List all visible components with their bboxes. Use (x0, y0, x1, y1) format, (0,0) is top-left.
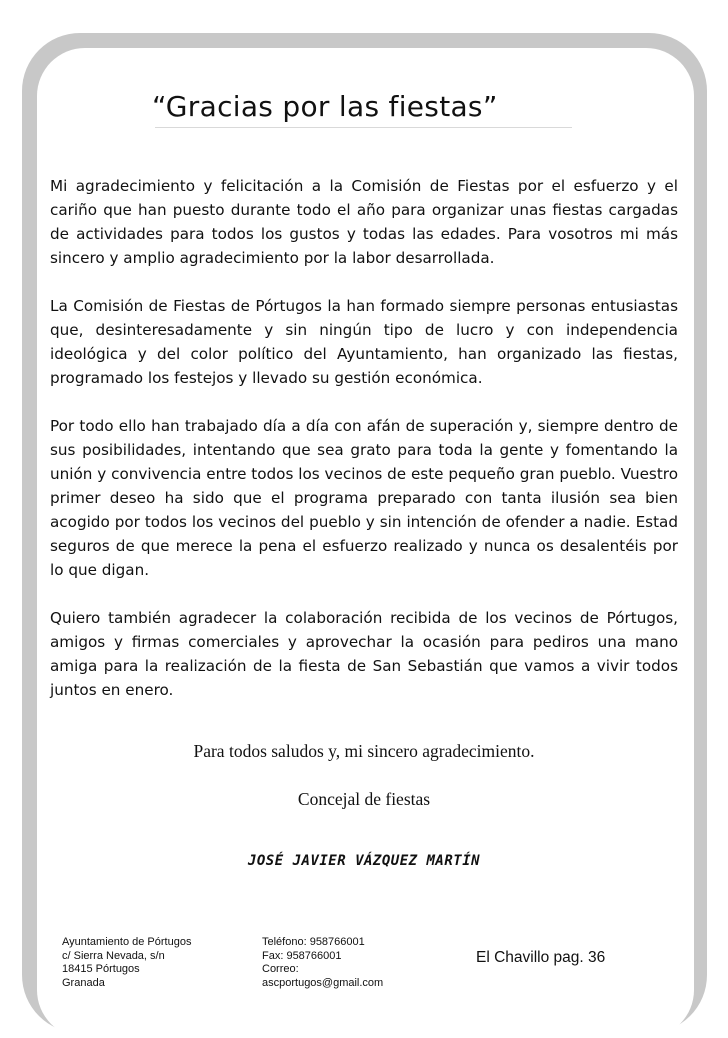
paragraph-1: Mi agradecimiento y felicitación a la Comisión de Fiestas por el esfuerzo y el cariño que han puesto durante todo el año para organizar unas fiestas cargadas de actividades para todos los gustos y todas las edades. Para vosotros mi más sincero y amplio agradecimiento por la labor desarrollada. (50, 177, 678, 267)
paragraph-3: Por todo ello han trabajado día a día con afán de superación y, siempre dentro de sus posibilidades, intentando que sea grato para toda la gente y fomentando la unión y convivencia entre todos los vecinos de este pequeño gran pueblo. Vuestro primer deseo ha sido que el programa preparado con tanta ilusión sea bien acogido por todos los vecinos del pueblo y sin intención de ofender a nadie. Estad seguros de que merece la pena el esfuerzo realizado y nunca os desalentéis por lo que digan. (50, 417, 678, 579)
closing-greeting: Para todos saludos y, mi sincero agradecimiento. (193, 741, 535, 761)
signer-name: JOSÉ JAVIER VÁZQUEZ MARTÍN (247, 853, 481, 869)
footer-contact (262, 936, 402, 990)
footer-address (62, 936, 237, 990)
contact-phone: Teléfono: 958766001 (262, 936, 365, 948)
article-title: “Gracias por las fiestas” (152, 90, 498, 123)
page-number-label: El Chavillo pag. 36 (476, 949, 606, 966)
contact-email[interactable]: ascportugos@gmail.com (262, 976, 384, 989)
address-line: c/ Sierra Nevada, s/n (62, 949, 165, 962)
address-line: 18415 Pórtugos (62, 963, 140, 975)
paragraph-2: La Comisión de Fiestas de Pórtugos la han formado siempre personas entusiastas que, desinteresadamente y sin ningún tipo de lucro y con independencia ideológica y del color político del Ayuntamiento, han organizado las fiestas, programado los festejos y llevado su gestión económica. (50, 297, 678, 387)
address-line: Ayuntamiento de Pórtugos (62, 936, 192, 948)
contact-fax: Fax: 958766001 (262, 949, 342, 962)
contact-email-label: Correo: (262, 963, 299, 975)
article-body (50, 174, 678, 726)
title-underline (155, 127, 572, 128)
paragraph-4: Quiero también agradecer la colaboración recibida de los vecinos de Pórtugos, amigos y firmas comerciales y aprovechar la ocasión para pediros una mano amiga para la realización de la fiesta de San Sebastián que vamos a vivir todos juntos en enero. (50, 609, 678, 699)
signer-role: Concejal de fiestas (297, 789, 431, 809)
address-line: Granada (62, 976, 105, 989)
